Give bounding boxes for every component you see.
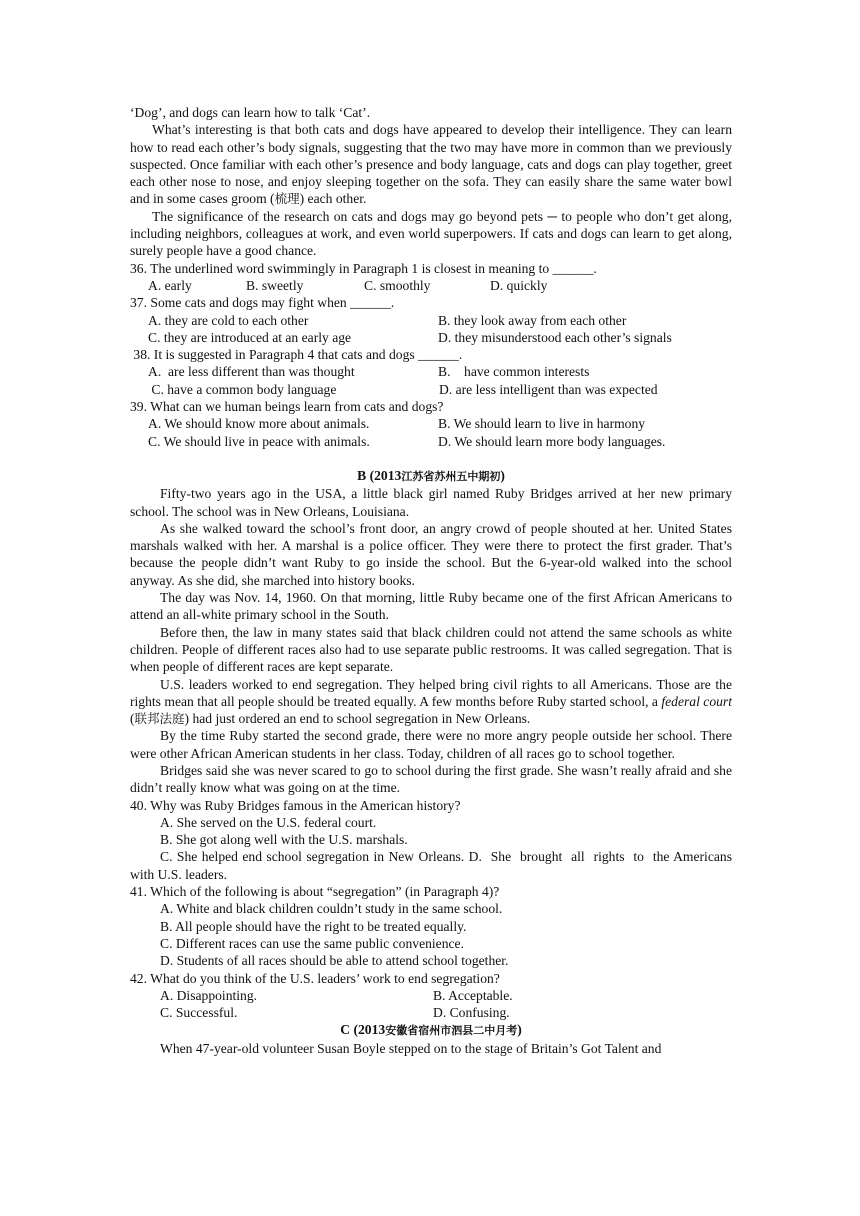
option: C. She helped end school segregation in New Orleans. D. She brought all rights to the Americans with U.S. leaders. xyxy=(130,849,736,882)
question-37-options xyxy=(130,329,732,346)
option: A. White and black children couldn’t study in the same school. xyxy=(160,901,503,917)
question-42-options xyxy=(130,1004,732,1021)
passage-a-line: ‘Dog’, and dogs can learn how to talk ‘Cat’. xyxy=(130,105,371,120)
option: A. early xyxy=(148,277,192,293)
passage-b-paragraph: U.S. leaders worked to end segregation. They helped bring civil rights to all Americans. Those are the rights mean that all people should be treated equally. A few months before Ruby started school, a federal court (联邦法庭) had just ordered an end to school segregation in New Orleans. xyxy=(130,676,732,727)
question-40: 40. Why was Ruby Bridges famous in the American history? xyxy=(130,797,461,813)
option: D. are less intelligent than was expected xyxy=(439,381,658,397)
option: C. Different races can use the same public convenience. xyxy=(160,935,464,951)
option: C. smoothly xyxy=(364,277,431,293)
option: B. She got along well with the U.S. marshals. xyxy=(160,832,408,848)
question-38: 38. It is suggested in Paragraph 4 that cats and dogs ______. xyxy=(130,347,463,363)
option: C. they are introduced at an early age xyxy=(148,329,352,345)
question-38-options xyxy=(130,381,732,398)
passage-b-paragraph: By the time Ruby started the second grade, there were no more angry people outside her school. There were other African American students in her class. Today, children of all races go to school together. xyxy=(130,728,732,761)
question-37-options xyxy=(130,312,732,329)
option: D. Students of all races should be able to attend school together. xyxy=(160,953,509,969)
option: A. Disappointing. xyxy=(160,987,258,1003)
passage-b-paragraph: The day was Nov. 14, 1960. On that morning, little Ruby became one of the first African Americans to attend an all-white primary school in the South. xyxy=(130,590,732,623)
option: D. Confusing. xyxy=(433,1005,510,1021)
section-c-heading: C (2013安徽省宿州市泗县二中月考) xyxy=(340,1022,522,1038)
option: A. are less different than was thought xyxy=(148,364,355,380)
question-36-options xyxy=(130,277,732,294)
passage-b-paragraph: Before then, the law in many states said that black children could not attend the same schools as white children. People of different races also had to use separate public restrooms. It was called segregation. That is when people of different races are kept separate. xyxy=(130,624,732,675)
option: B. have common interests xyxy=(438,364,590,380)
question-36: 36. The underlined word swimmingly in Paragraph 1 is closest in meaning to ______. xyxy=(130,260,597,276)
option: A. She served on the U.S. federal court. xyxy=(160,814,377,830)
option: A. they are cold to each other xyxy=(148,312,309,328)
passage-c-first-line: When 47-year-old volunteer Susan Boyle stepped on to the stage of Britain’s Got Talent and xyxy=(160,1040,662,1056)
option: B. Acceptable. xyxy=(433,987,513,1003)
option: B. they look away from each other xyxy=(438,312,627,328)
question-41: 41. Which of the following is about “segregation” (in Paragraph 4)? xyxy=(130,884,500,900)
passage-b-paragraph: Fifty-two years ago in the USA, a little black girl named Ruby Bridges arrived at her new primary school. The school was in New Orleans, Louisiana. xyxy=(130,486,732,519)
question-39-options xyxy=(130,415,732,432)
option: B. We should learn to live in harmony xyxy=(438,416,646,432)
option: A. We should know more about animals. xyxy=(148,416,370,432)
question-39-options xyxy=(130,433,732,450)
option: D. they misunderstood each other’s signals xyxy=(438,329,672,345)
passage-a-paragraph: What’s interesting is that both cats and dogs have appeared to develop their intelligence. They can learn how to read each other’s body signals, suggesting that the two may have more in common than we previously suspected. Once familiar with each other’s presence and body language, cats and dogs can play together, greet each other nose to nose, and enjoy sleeping together on the sofa. They can easily share the same water bowl and in some cases groom (梳理) each other. xyxy=(130,122,732,207)
question-38-options xyxy=(130,363,732,380)
option: D. We should learn more body languages. xyxy=(438,433,666,449)
spacer xyxy=(130,450,732,467)
option: C. Successful. xyxy=(160,1005,238,1021)
question-42-options xyxy=(130,987,732,1004)
exam-page xyxy=(130,104,736,1057)
question-39: 39. What can we human beings learn from cats and dogs? xyxy=(130,399,444,415)
section-b-heading: B (2013江苏省苏州五中期初) xyxy=(357,467,505,483)
option: D. quickly xyxy=(490,277,548,293)
option: C. have a common body language xyxy=(148,381,337,397)
passage-a-paragraph: The significance of the research on cats and dogs may go beyond pets ─ to people who don’t get along, including neighbors, colleagues at work, and even world superpowers. If cats and dogs can learn to get along, surely people have a good chance. xyxy=(130,208,732,259)
question-37: 37. Some cats and dogs may fight when ______. xyxy=(130,295,395,311)
option: B. sweetly xyxy=(246,277,304,293)
option: C. We should live in peace with animals. xyxy=(148,433,370,449)
passage-b-paragraph: As she walked toward the school’s front door, an angry crowd of people shouted at her. United States marshals walked with her. A marshal is a police officer. They were there to protect the first grader. That’s because the people didn’t want Ruby to go inside the school. But the 6-year-old walked into the school anyway. As she did, she marched into history books. xyxy=(130,520,732,588)
option: B. All people should have the right to be treated equally. xyxy=(160,918,467,934)
passage-b-paragraph: Bridges said she was never scared to go to school during the first grade. She wasn’t really afraid and she didn’t really know what was going on at the time. xyxy=(130,762,732,796)
question-42: 42. What do you think of the U.S. leaders’ work to end segregation? xyxy=(130,970,500,986)
